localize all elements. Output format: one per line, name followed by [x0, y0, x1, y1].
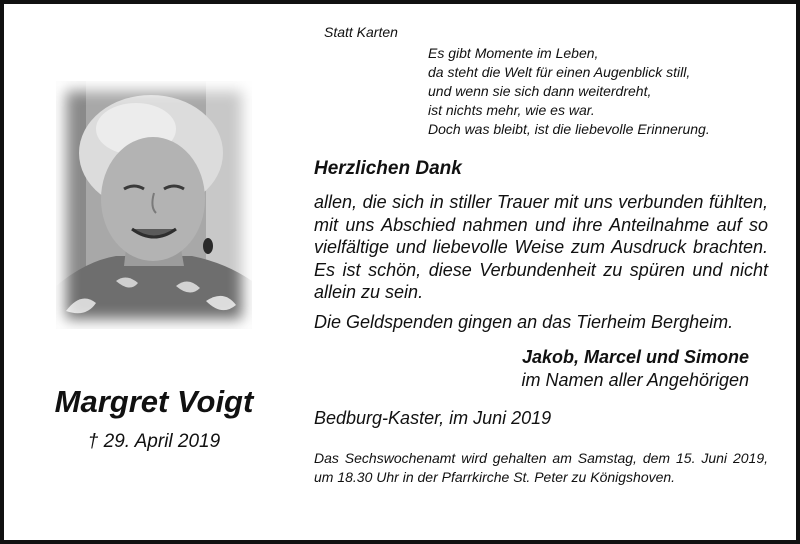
portrait-photo: [56, 81, 252, 329]
donations-note: Die Geldspenden gingen an das Tierheim Bergheim.: [314, 312, 734, 332]
poem-line: und wenn sie sich dann weiterdreht,: [428, 83, 652, 99]
signer-behalf: im Namen aller Angehörigen: [521, 370, 749, 390]
poem: [428, 44, 710, 139]
portrait-photo-icon: [56, 81, 252, 329]
poem-line: Doch was bleibt, ist die liebevolle Erinnerung.: [428, 121, 710, 137]
thanks-text: allen, die sich in stiller Trauer mit uns verbunden fühlten, mit uns Abschied nahmen und ihre Anteilnahme auf so vielfältige und liebevolle Weise zum Ausdruck brachten. Es ist schön, diese Verbundenheit zu spüren und nicht allein zu sein.: [314, 192, 768, 302]
statt-karten-label: Statt Karten: [324, 24, 398, 40]
death-date: † 29. April 2019: [87, 431, 221, 452]
deceased-name: Margret Voigt: [54, 384, 254, 419]
mass-notice: Das Sechswochenamt wird gehalten am Samstag, dem 15. Juni 2019, um 18.30 Uhr in der Pfarrkirche St. Peter zu Königshoven.: [314, 450, 768, 485]
signer-names: Jakob, Marcel und Simone: [521, 347, 749, 367]
poem-line: ist nichts mehr, wie es war.: [428, 102, 595, 118]
place-date: Bedburg-Kaster, im Juni 2019: [314, 408, 552, 428]
poem-line: da steht die Welt für einen Augenblick still,: [428, 64, 691, 80]
poem-line: Es gibt Momente im Leben,: [428, 45, 599, 61]
thanks-heading: Herzlichen Dank: [314, 158, 462, 179]
